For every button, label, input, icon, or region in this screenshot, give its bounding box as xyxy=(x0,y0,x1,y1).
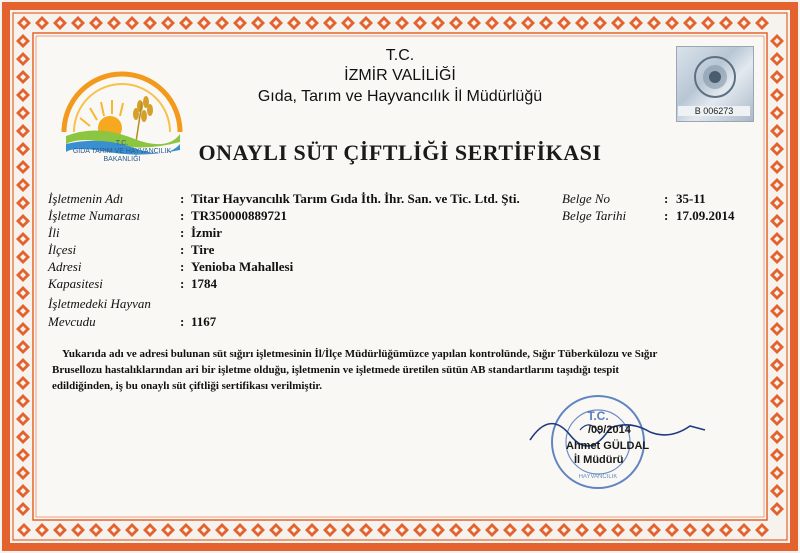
hologram-serial: B 006273 xyxy=(678,106,750,116)
field-value-name: Titar Hayvancılık Tarım Gıda İth. İhr. San. ve Tic. Ltd. Şti. xyxy=(191,191,520,206)
header-directorate: Gıda, Tarım ve Hayvancılık İl Müdürlüğü xyxy=(257,88,543,105)
field-colon: : xyxy=(180,276,185,291)
field-value-address: Yenioba Mahallesi xyxy=(191,259,294,274)
logo-tc-text: T.C. xyxy=(115,140,129,147)
field-label-capacity: Kapasitesi xyxy=(48,276,103,291)
field-value-capacity: 1784 xyxy=(191,276,217,291)
field-label-address: Adresi xyxy=(48,259,82,274)
field-label-animals-line1: İşletmedeki Hayvan xyxy=(48,296,151,311)
field-colon: : xyxy=(180,225,185,240)
field-colon: : xyxy=(180,314,185,329)
logo-ministry-line1: GIDA TARIM VE HAYVANCILIK xyxy=(72,148,172,155)
field-colon: : xyxy=(664,208,669,223)
svg-text:T.C.: T.C. xyxy=(587,409,609,423)
field-value-doc-date: 17.09.2014 xyxy=(676,208,735,223)
field-value-animals: 1167 xyxy=(191,314,217,329)
logo-ministry-line2: BAKANLIĞI xyxy=(103,156,141,163)
field-label-province: İli xyxy=(48,225,60,240)
signatory-title: İl Müdürü xyxy=(574,454,624,466)
signature-date: /09/2014 xyxy=(588,424,631,436)
statement-line-3: edildiğinden, iş bu onaylı süt çiftliği sertifikası verilmiştir. xyxy=(52,380,323,392)
field-label-doc-no: Belge No xyxy=(562,191,611,206)
svg-text:HAYVANCILIK: HAYVANCILIK xyxy=(578,474,618,480)
statement-line-1: Yukarıda adı ve adresi bulunan süt sığırı işletmesinin İl/İlçe Müdürlüğümüzce yapılan kontrolünde, Sığır Tüberkülozu ve Sığır xyxy=(62,348,658,360)
field-colon: : xyxy=(180,242,185,257)
field-colon: : xyxy=(664,191,669,206)
field-label-number: İşletme Numarası xyxy=(48,208,141,223)
issuer-header xyxy=(0,46,800,107)
header-tc: T.C. xyxy=(385,47,415,64)
field-value-doc-no: 35-11 xyxy=(676,191,706,206)
field-colon: : xyxy=(180,208,185,223)
header-governorship: İZMİR VALİLİĞİ xyxy=(344,67,456,84)
signatory-name: Ahmet GÜLDAL xyxy=(566,440,650,452)
certificate-statement xyxy=(52,346,752,394)
certificate-title: ONAYLI SÜT ÇİFTLİĞİ SERTİFİKASI xyxy=(198,140,602,165)
statement-line-2: Brusellozu hastalıklarından ari bir işletme olduğu, işletmenin ve işletmede üretilen sütün AB standartlarını taşıdığı tespit xyxy=(52,364,620,376)
field-colon: : xyxy=(180,191,185,206)
field-value-province: İzmir xyxy=(191,225,223,240)
field-label-district: İlçesi xyxy=(48,242,77,257)
field-label-doc-date: Belge Tarihi xyxy=(562,208,627,223)
field-value-number: TR350000889721 xyxy=(191,208,288,223)
field-value-district: Tire xyxy=(191,242,215,257)
field-label-name: İşletmenin Adı xyxy=(48,191,124,206)
field-colon: : xyxy=(180,259,185,274)
field-label-animals-line2: Mevcudu xyxy=(48,314,96,329)
